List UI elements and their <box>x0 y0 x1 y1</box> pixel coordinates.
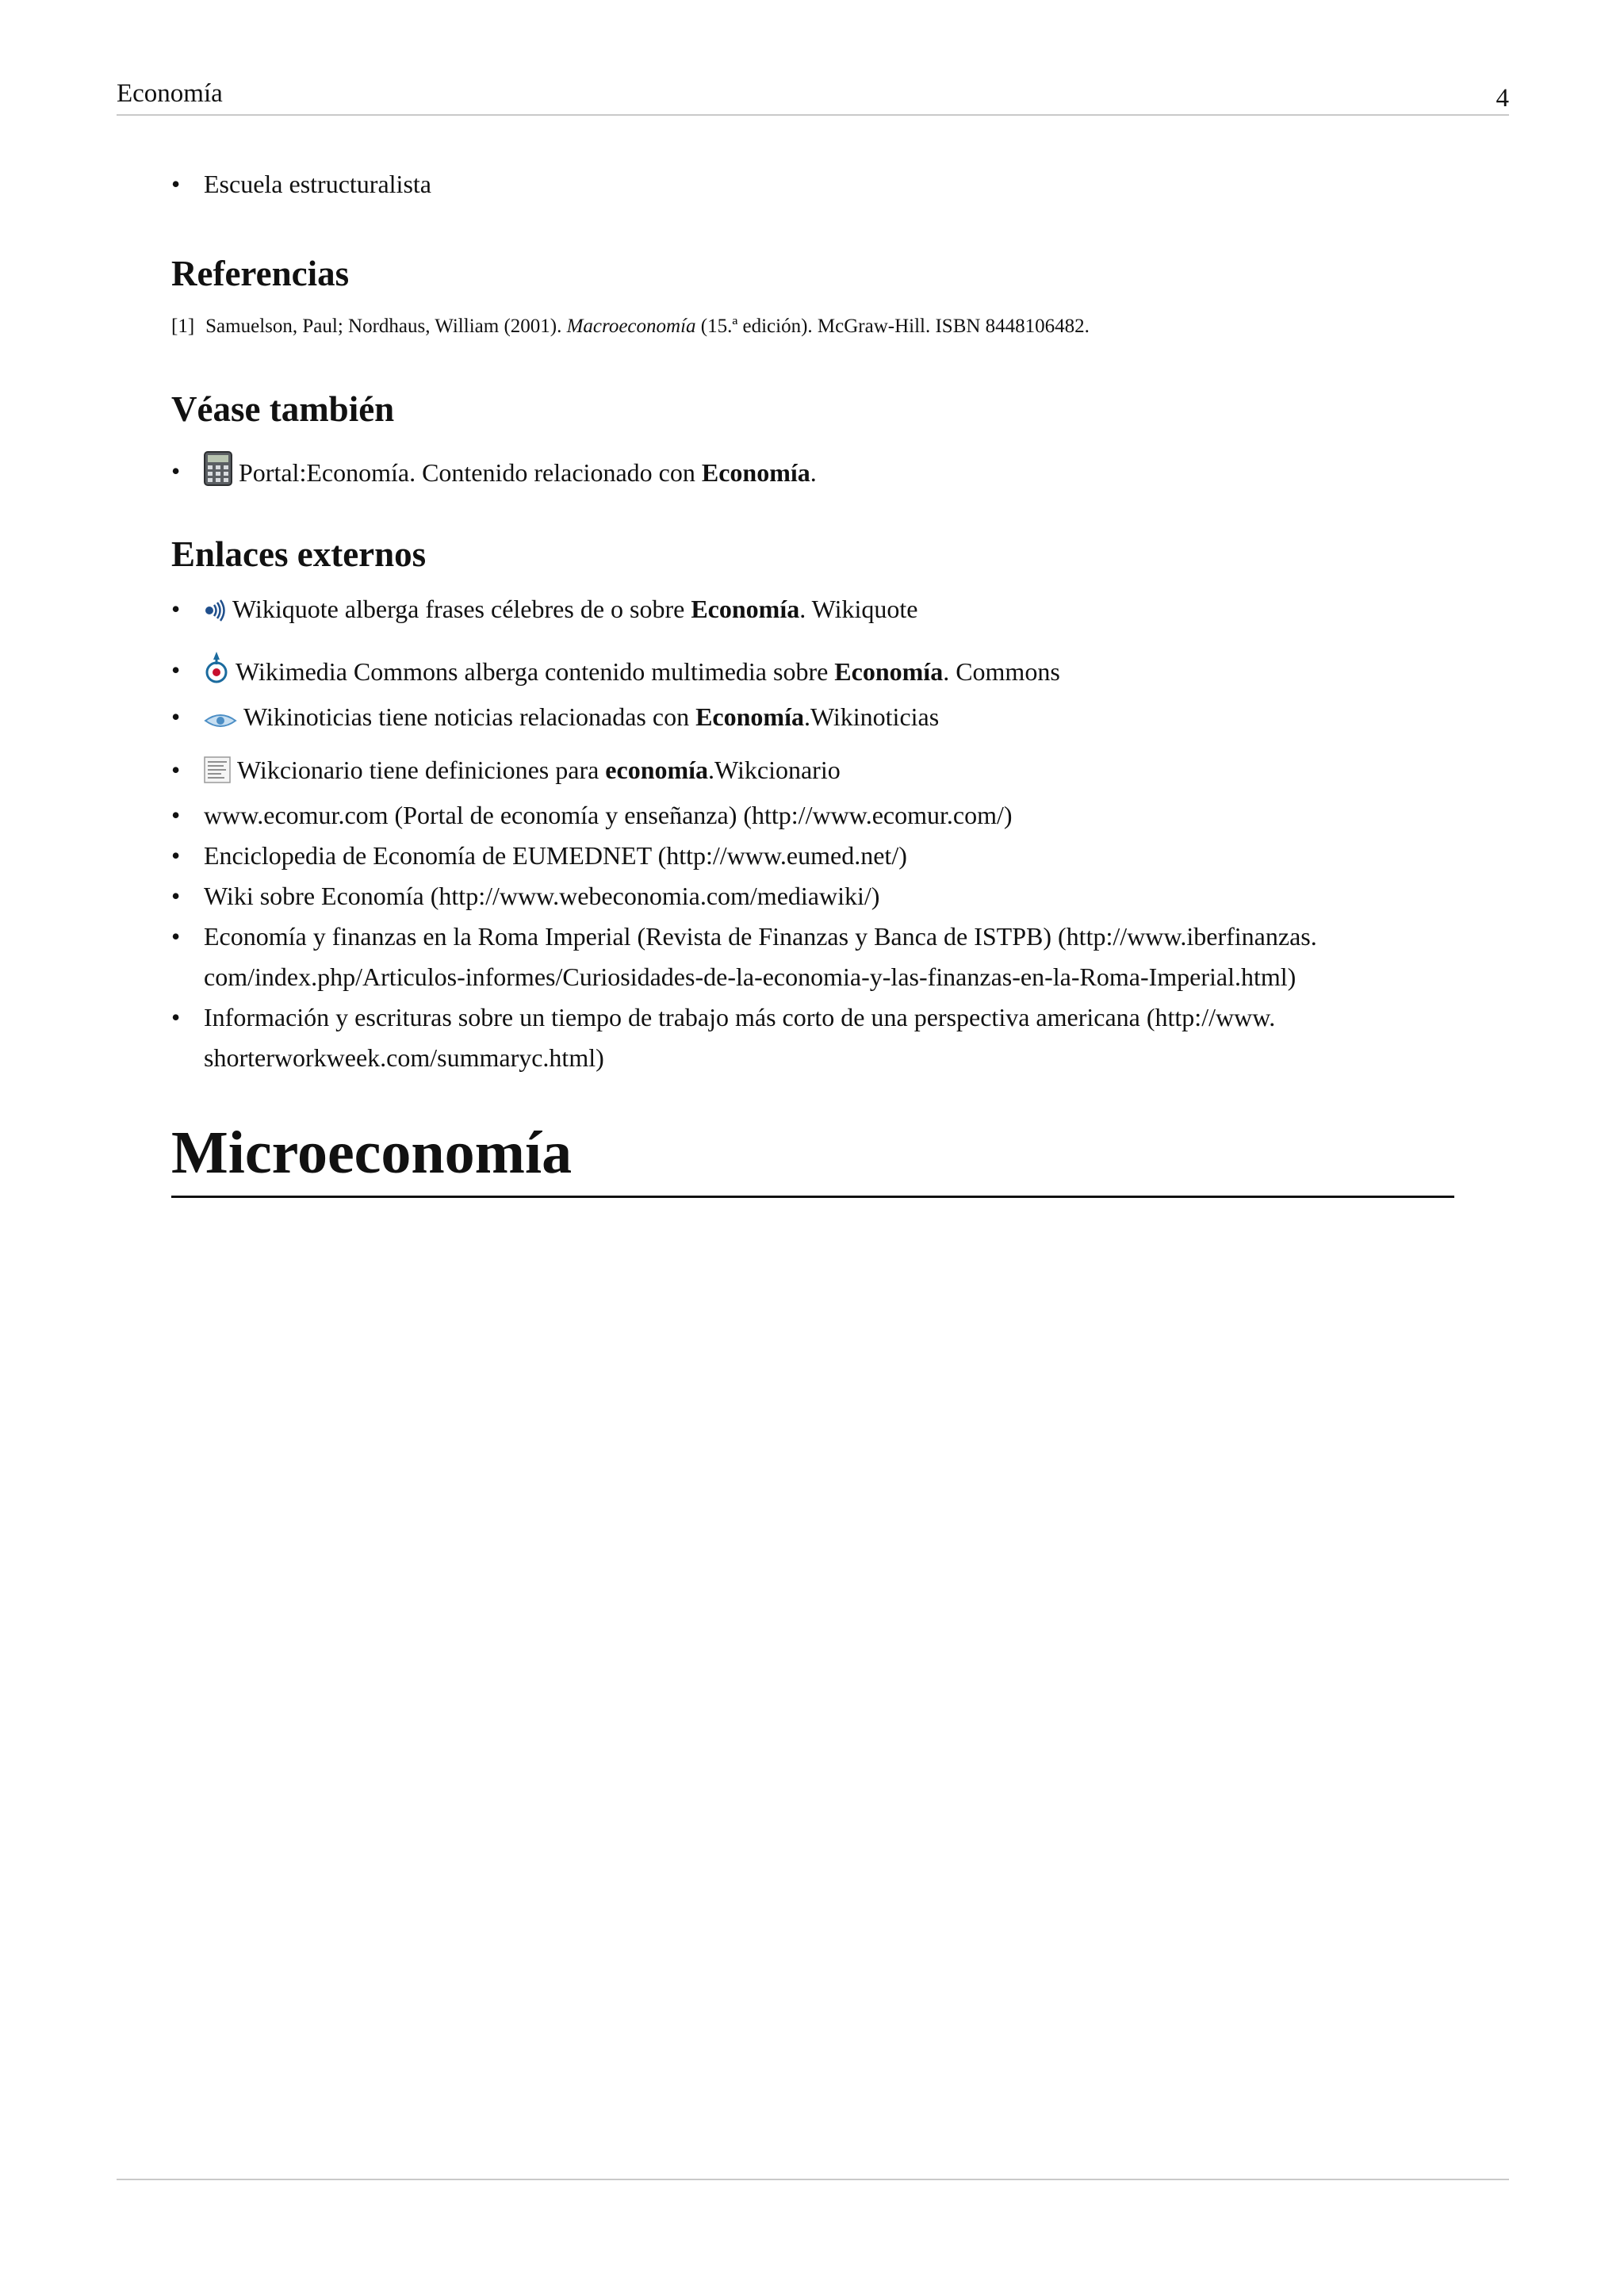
portal-link[interactable]: Portal:Economía. Contenido relacionado con Economía. <box>239 458 817 487</box>
list-item <box>171 916 1511 997</box>
see-also-list <box>171 451 1511 498</box>
wikimedia-commons-icon <box>204 650 229 697</box>
wiktionary-icon <box>204 755 231 795</box>
list-item <box>171 589 1511 634</box>
list-item <box>171 876 1511 916</box>
list-item <box>171 836 1511 876</box>
wikinews-icon <box>204 702 237 742</box>
external-link-continuation[interactable]: com/index.php/Articulos-informes/Curiosidades-de-la-economia-y-las-finanzas-en-la-Roma-Imperial.html) <box>204 962 1297 991</box>
list-item <box>171 750 1511 795</box>
see-also-block <box>171 451 1511 498</box>
reference-details: (15.ª edición). McGraw-Hill. ISBN 8448106482. <box>700 316 1090 337</box>
external-link[interactable]: Enciclopedia de Economía de EUMEDNET (http://www.eumed.net/) <box>204 841 907 870</box>
calculator-icon <box>204 451 232 498</box>
external-link[interactable]: www.ecomur.com (Portal de economía y enseñanza) (http://www.ecomur.com/) <box>204 801 1013 829</box>
wikinews-link[interactable]: Wikinoticias tiene noticias relacionadas con Economía.Wikinoticias <box>243 702 940 731</box>
reference-authors: Samuelson, Paul; Nordhaus, William (2001). <box>205 316 562 337</box>
page-number: 4 <box>1496 84 1509 113</box>
wikiquote-icon <box>204 594 226 634</box>
list-item <box>171 697 1511 742</box>
page-header <box>117 78 1509 116</box>
list-item-text: Escuela estructuralista <box>204 170 431 198</box>
intro-list <box>171 164 1511 205</box>
reference-title[interactable]: Macroeconomía <box>566 316 696 337</box>
external-link[interactable]: Wiki sobre Economía (http://www.webeconomia.com/mediawiki/) <box>204 882 880 910</box>
external-links-list <box>171 589 1511 1078</box>
wiktionary-link[interactable]: Wikcionario tiene definiciones para economía.Wikcionario <box>237 756 841 784</box>
external-links-heading: Enlaces externos <box>171 534 427 574</box>
external-links-block <box>171 589 1511 1078</box>
article-title: Microeconomía <box>171 1115 1454 1198</box>
external-link[interactable]: Economía y finanzas en la Roma Imperial (Revista de Finanzas y Banca de ISTPB) (http://www.iberfinanzas. <box>204 922 1317 951</box>
list-item <box>171 650 1511 697</box>
see-also-heading: Véase también <box>171 389 395 429</box>
running-header-title: Economía <box>117 79 223 108</box>
intro-list-block <box>171 164 1511 205</box>
reference-item <box>171 313 1090 340</box>
wikiquote-link[interactable]: Wikiquote alberga frases célebres de o sobre Economía. Wikiquote <box>232 595 918 623</box>
external-link-continuation[interactable]: shorterworkweek.com/summaryc.html) <box>204 1043 604 1072</box>
list-item <box>171 795 1511 836</box>
list-item <box>171 997 1511 1078</box>
page-footer-rule <box>117 2179 1509 2180</box>
commons-link[interactable]: Wikimedia Commons alberga contenido multimedia sobre Economía. Commons <box>236 657 1060 686</box>
external-link[interactable]: Información y escrituras sobre un tiempo de trabajo más corto de una perspectiva americana (http://www. <box>204 1003 1276 1031</box>
list-item <box>171 164 1511 205</box>
list-item <box>171 451 1511 498</box>
references-heading: Referencias <box>171 254 350 293</box>
reference-number: [1] <box>171 316 195 337</box>
